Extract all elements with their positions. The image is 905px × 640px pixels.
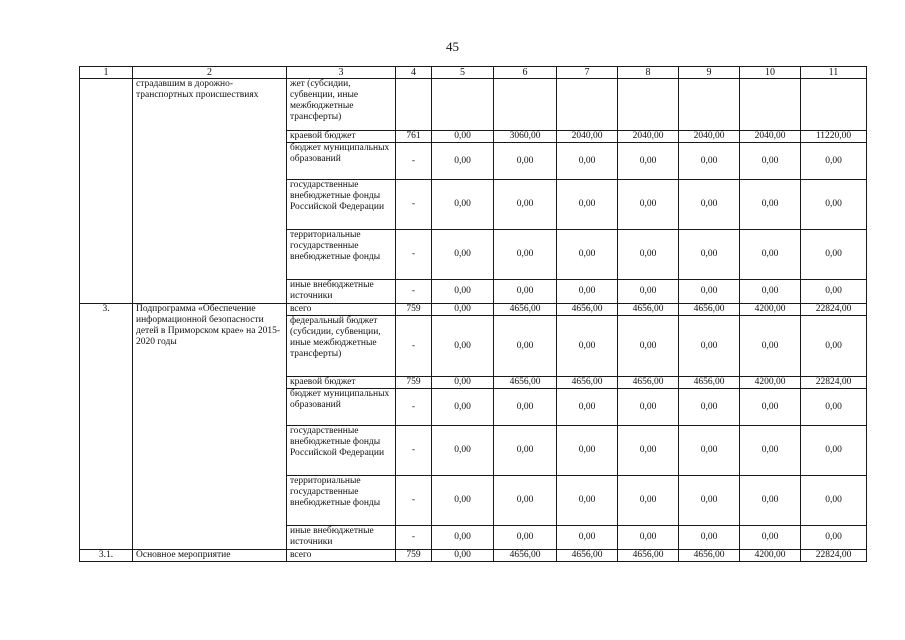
- amount-cell: 0,00: [494, 526, 557, 550]
- budget-code: 759: [396, 377, 432, 389]
- amount-cell: [618, 79, 679, 131]
- amount-cell: 0,00: [432, 389, 494, 426]
- amount-cell: 0,00: [679, 476, 740, 526]
- amount-cell: 0,00: [801, 143, 867, 180]
- amount-cell: 4200,00: [740, 304, 801, 316]
- amount-cell: 4200,00: [740, 377, 801, 389]
- amount-cell: 0,00: [679, 426, 740, 476]
- amount-cell: [801, 79, 867, 131]
- table-row: [80, 550, 867, 562]
- amount-cell: 0,00: [494, 476, 557, 526]
- amount-cell: [557, 79, 618, 131]
- amount-cell: 4656,00: [557, 304, 618, 316]
- budget-code: -: [396, 316, 432, 377]
- budget-code: -: [396, 389, 432, 426]
- column-number-3: 3: [287, 67, 396, 79]
- amount-cell: 0,00: [801, 180, 867, 230]
- amount-cell: 0,00: [618, 526, 679, 550]
- amount-cell: 0,00: [432, 316, 494, 377]
- amount-cell: 11220,00: [801, 131, 867, 143]
- amount-cell: 22824,00: [801, 550, 867, 562]
- amount-cell: 0,00: [618, 143, 679, 180]
- funding-source: государственные внебюджетные фонды Российской Федерации: [287, 426, 396, 476]
- budget-code: -: [396, 476, 432, 526]
- amount-cell: 0,00: [679, 526, 740, 550]
- amount-cell: 0,00: [557, 316, 618, 377]
- amount-cell: 0,00: [432, 180, 494, 230]
- amount-cell: 0,00: [740, 280, 801, 304]
- funding-source: всего: [287, 550, 396, 562]
- program-name: Подпрограмма «Обеспечение информационной безопасности детей в Приморском крае» на 2015-2020 годы: [133, 304, 287, 550]
- budget-code: -: [396, 180, 432, 230]
- amount-cell: 0,00: [432, 377, 494, 389]
- amount-cell: 0,00: [494, 180, 557, 230]
- amount-cell: 0,00: [557, 280, 618, 304]
- amount-cell: 4656,00: [679, 304, 740, 316]
- amount-cell: 22824,00: [801, 377, 867, 389]
- funding-source: территориальные государственные внебюджетные фонды: [287, 230, 396, 280]
- amount-cell: 0,00: [679, 316, 740, 377]
- funding-source: всего: [287, 304, 396, 316]
- column-number-7: 7: [557, 67, 618, 79]
- amount-cell: 0,00: [740, 389, 801, 426]
- amount-cell: [494, 79, 557, 131]
- row-number: 3.1.: [80, 550, 133, 562]
- amount-cell: 4656,00: [679, 377, 740, 389]
- amount-cell: 0,00: [557, 526, 618, 550]
- amount-cell: 0,00: [432, 143, 494, 180]
- amount-cell: 0,00: [740, 476, 801, 526]
- budget-code: 761: [396, 131, 432, 143]
- amount-cell: 2040,00: [740, 131, 801, 143]
- page-number: 45: [446, 39, 459, 54]
- funding-source: территориальные государственные внебюджетные фонды: [287, 476, 396, 526]
- amount-cell: 0,00: [432, 280, 494, 304]
- amount-cell: [679, 79, 740, 131]
- amount-cell: 0,00: [801, 316, 867, 377]
- budget-code: -: [396, 143, 432, 180]
- column-number-4: 4: [396, 67, 432, 79]
- amount-cell: 22824,00: [801, 304, 867, 316]
- budget-code: [396, 79, 432, 131]
- amount-cell: 4656,00: [494, 304, 557, 316]
- amount-cell: 0,00: [740, 526, 801, 550]
- amount-cell: [740, 79, 801, 131]
- column-number-8: 8: [618, 67, 679, 79]
- funding-source: краевой бюджет: [287, 377, 396, 389]
- amount-cell: 0,00: [801, 230, 867, 280]
- amount-cell: 0,00: [740, 180, 801, 230]
- budget-code: -: [396, 426, 432, 476]
- amount-cell: 0,00: [432, 476, 494, 526]
- program-name: Основное мероприятие: [133, 550, 287, 562]
- row-number: 3.: [80, 304, 133, 550]
- amount-cell: 0,00: [432, 230, 494, 280]
- column-number-5: 5: [432, 67, 494, 79]
- amount-cell: 0,00: [618, 280, 679, 304]
- amount-cell: 0,00: [494, 280, 557, 304]
- column-number-11: 11: [801, 67, 867, 79]
- amount-cell: 0,00: [557, 426, 618, 476]
- budget-code: -: [396, 230, 432, 280]
- amount-cell: 0,00: [494, 316, 557, 377]
- amount-cell: 2040,00: [679, 131, 740, 143]
- funding-source: государственные внебюджетные фонды Российской Федерации: [287, 180, 396, 230]
- amount-cell: 0,00: [618, 476, 679, 526]
- amount-cell: 0,00: [679, 280, 740, 304]
- budget-code: 759: [396, 304, 432, 316]
- amount-cell: 4656,00: [494, 377, 557, 389]
- amount-cell: 0,00: [618, 230, 679, 280]
- column-number-6: 6: [494, 67, 557, 79]
- funding-source: иные внебюджетные источники: [287, 526, 396, 550]
- amount-cell: 4656,00: [557, 377, 618, 389]
- amount-cell: 0,00: [801, 526, 867, 550]
- amount-cell: 0,00: [494, 426, 557, 476]
- amount-cell: 0,00: [618, 316, 679, 377]
- amount-cell: 4656,00: [557, 550, 618, 562]
- amount-cell: 0,00: [432, 131, 494, 143]
- budget-code: -: [396, 280, 432, 304]
- column-number-row: [80, 67, 867, 79]
- amount-cell: 0,00: [432, 426, 494, 476]
- amount-cell: 0,00: [801, 280, 867, 304]
- budget-table: [79, 66, 867, 562]
- funding-source: краевой бюджет: [287, 131, 396, 143]
- row-number: [80, 79, 133, 304]
- amount-cell: 4656,00: [618, 550, 679, 562]
- amount-cell: 0,00: [432, 526, 494, 550]
- column-number-2: 2: [133, 67, 287, 79]
- amount-cell: 0,00: [801, 389, 867, 426]
- amount-cell: 0,00: [740, 143, 801, 180]
- funding-source: бюджет муниципальных образований: [287, 143, 396, 180]
- column-number-1: 1: [80, 67, 133, 79]
- funding-source: иные внебюджетные источники: [287, 280, 396, 304]
- amount-cell: 4200,00: [740, 550, 801, 562]
- amount-cell: 2040,00: [557, 131, 618, 143]
- amount-cell: 0,00: [618, 389, 679, 426]
- amount-cell: 0,00: [557, 389, 618, 426]
- amount-cell: 0,00: [618, 426, 679, 476]
- amount-cell: 0,00: [740, 230, 801, 280]
- amount-cell: 2040,00: [618, 131, 679, 143]
- amount-cell: 0,00: [432, 550, 494, 562]
- amount-cell: 0,00: [557, 230, 618, 280]
- amount-cell: 4656,00: [618, 377, 679, 389]
- amount-cell: 0,00: [618, 180, 679, 230]
- column-number-10: 10: [740, 67, 801, 79]
- amount-cell: 0,00: [557, 180, 618, 230]
- amount-cell: 4656,00: [494, 550, 557, 562]
- funding-source: федеральный бюджет (субсидии, субвенции, иные межбюджетные трансферты): [287, 316, 396, 377]
- amount-cell: 0,00: [557, 143, 618, 180]
- amount-cell: 4656,00: [679, 550, 740, 562]
- table-row: [80, 79, 867, 131]
- budget-code: 759: [396, 550, 432, 562]
- funding-source: жет (субсидии, субвенции, иные межбюджетные трансферты): [287, 79, 396, 131]
- program-name: страдавшим в дорожно-транспортных происшествиях: [133, 79, 287, 304]
- amount-cell: 4656,00: [618, 304, 679, 316]
- amount-cell: 0,00: [679, 230, 740, 280]
- amount-cell: 0,00: [801, 476, 867, 526]
- amount-cell: 0,00: [432, 304, 494, 316]
- amount-cell: 0,00: [494, 389, 557, 426]
- amount-cell: 0,00: [494, 230, 557, 280]
- amount-cell: 0,00: [679, 180, 740, 230]
- funding-source: бюджет муниципальных образований: [287, 389, 396, 426]
- budget-code: -: [396, 526, 432, 550]
- amount-cell: 0,00: [679, 389, 740, 426]
- amount-cell: 3060,00: [494, 131, 557, 143]
- table-row: [80, 304, 867, 316]
- amount-cell: 0,00: [740, 316, 801, 377]
- amount-cell: 0,00: [557, 476, 618, 526]
- amount-cell: 0,00: [679, 143, 740, 180]
- amount-cell: 0,00: [494, 143, 557, 180]
- column-number-9: 9: [679, 67, 740, 79]
- amount-cell: 0,00: [801, 426, 867, 476]
- amount-cell: 0,00: [740, 426, 801, 476]
- amount-cell: [432, 79, 494, 131]
